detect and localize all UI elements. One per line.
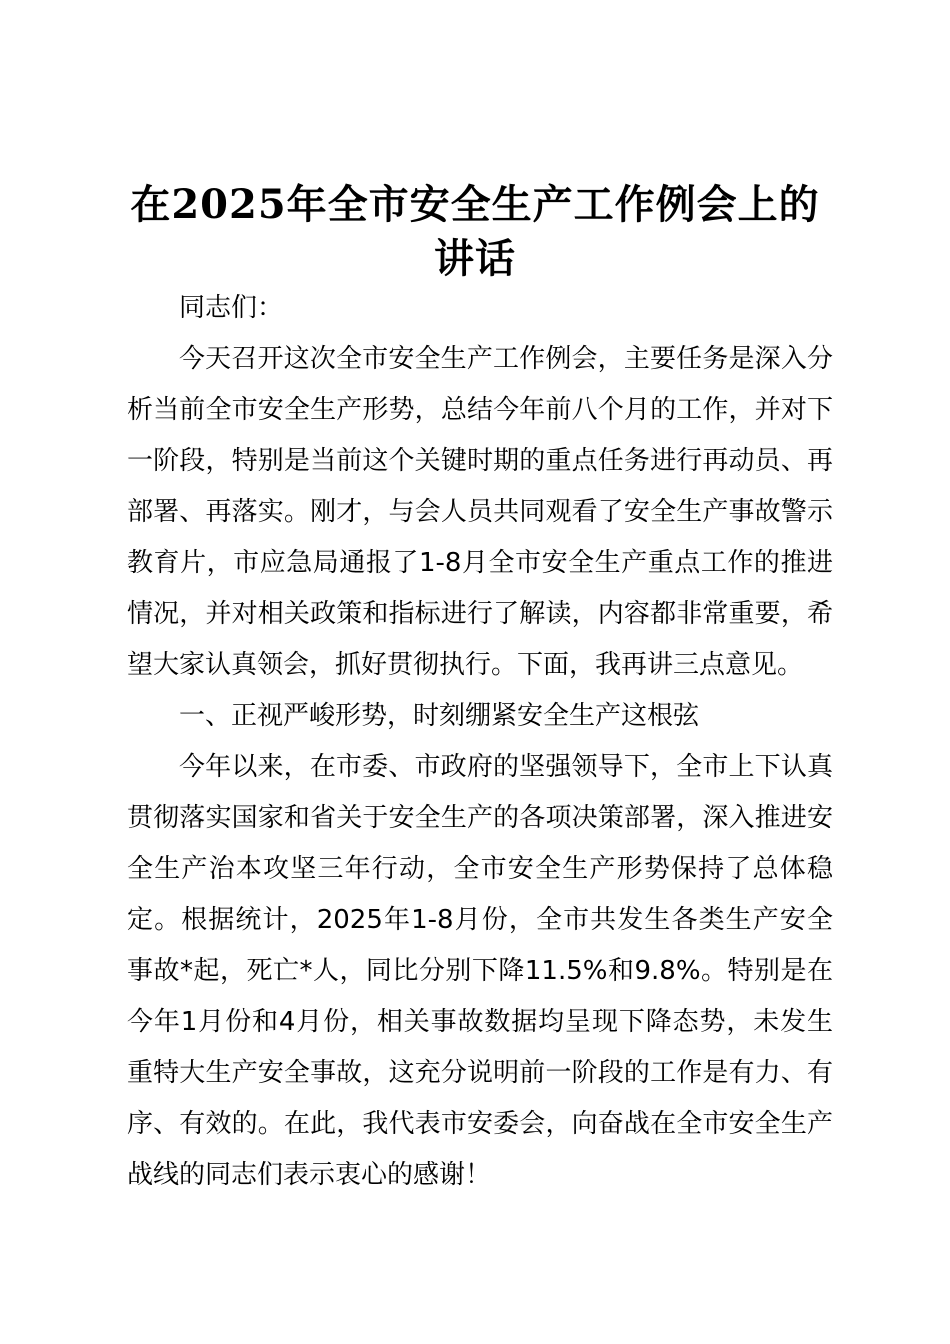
section-heading-1: 一、正视严峻形势，时刻绷紧安全生产这根弦 bbox=[179, 701, 700, 731]
document-title: 在2025年全市安全生产工作例会上的讲话 bbox=[130, 181, 820, 282]
salutation: 同志们： bbox=[179, 293, 284, 323]
paragraph-intro: 今天召开这次全市安全生产工作例会，主要任务是深入分析当前全市安全生产形势，总结今年前八个月的工作，并对下一阶段，特别是当前这个关键时期的重点任务进行再动员、再部署、再落实。刚才，与会人员共同观看了安全生产事故警示教育片，市应急局通报了1-8月全市安全生产重点工作的推进情况，并对相关政策和指标进行了解读，内容都非常重要，希望大家认真领会，抓好贯彻执行。下面，我再讲三点意见。 bbox=[127, 344, 833, 680]
paragraph-section-1: 今年以来，在市委、市政府的坚强领导下，全市上下认真贯彻落实国家和省关于安全生产的各项决策部署，深入推进安全生产治本攻坚三年行动，全市安全生产形势保持了总体稳定。根据统计，2025年1-8月份，全市共发生各类生产安全事故*起，死亡*人，同比分别下降11.5%和9.8%。特别是在今年1月份和4月份，相关事故数据均呈现下降态势，未发生重特大生产安全事故，这充分说明前一阶段的工作是有力、有序、有效的。在此，我代表市安委会，向奋战在全市安全生产战线的同志们表示衷心的感谢！ bbox=[127, 752, 833, 1190]
document-body bbox=[127, 283, 833, 1201]
